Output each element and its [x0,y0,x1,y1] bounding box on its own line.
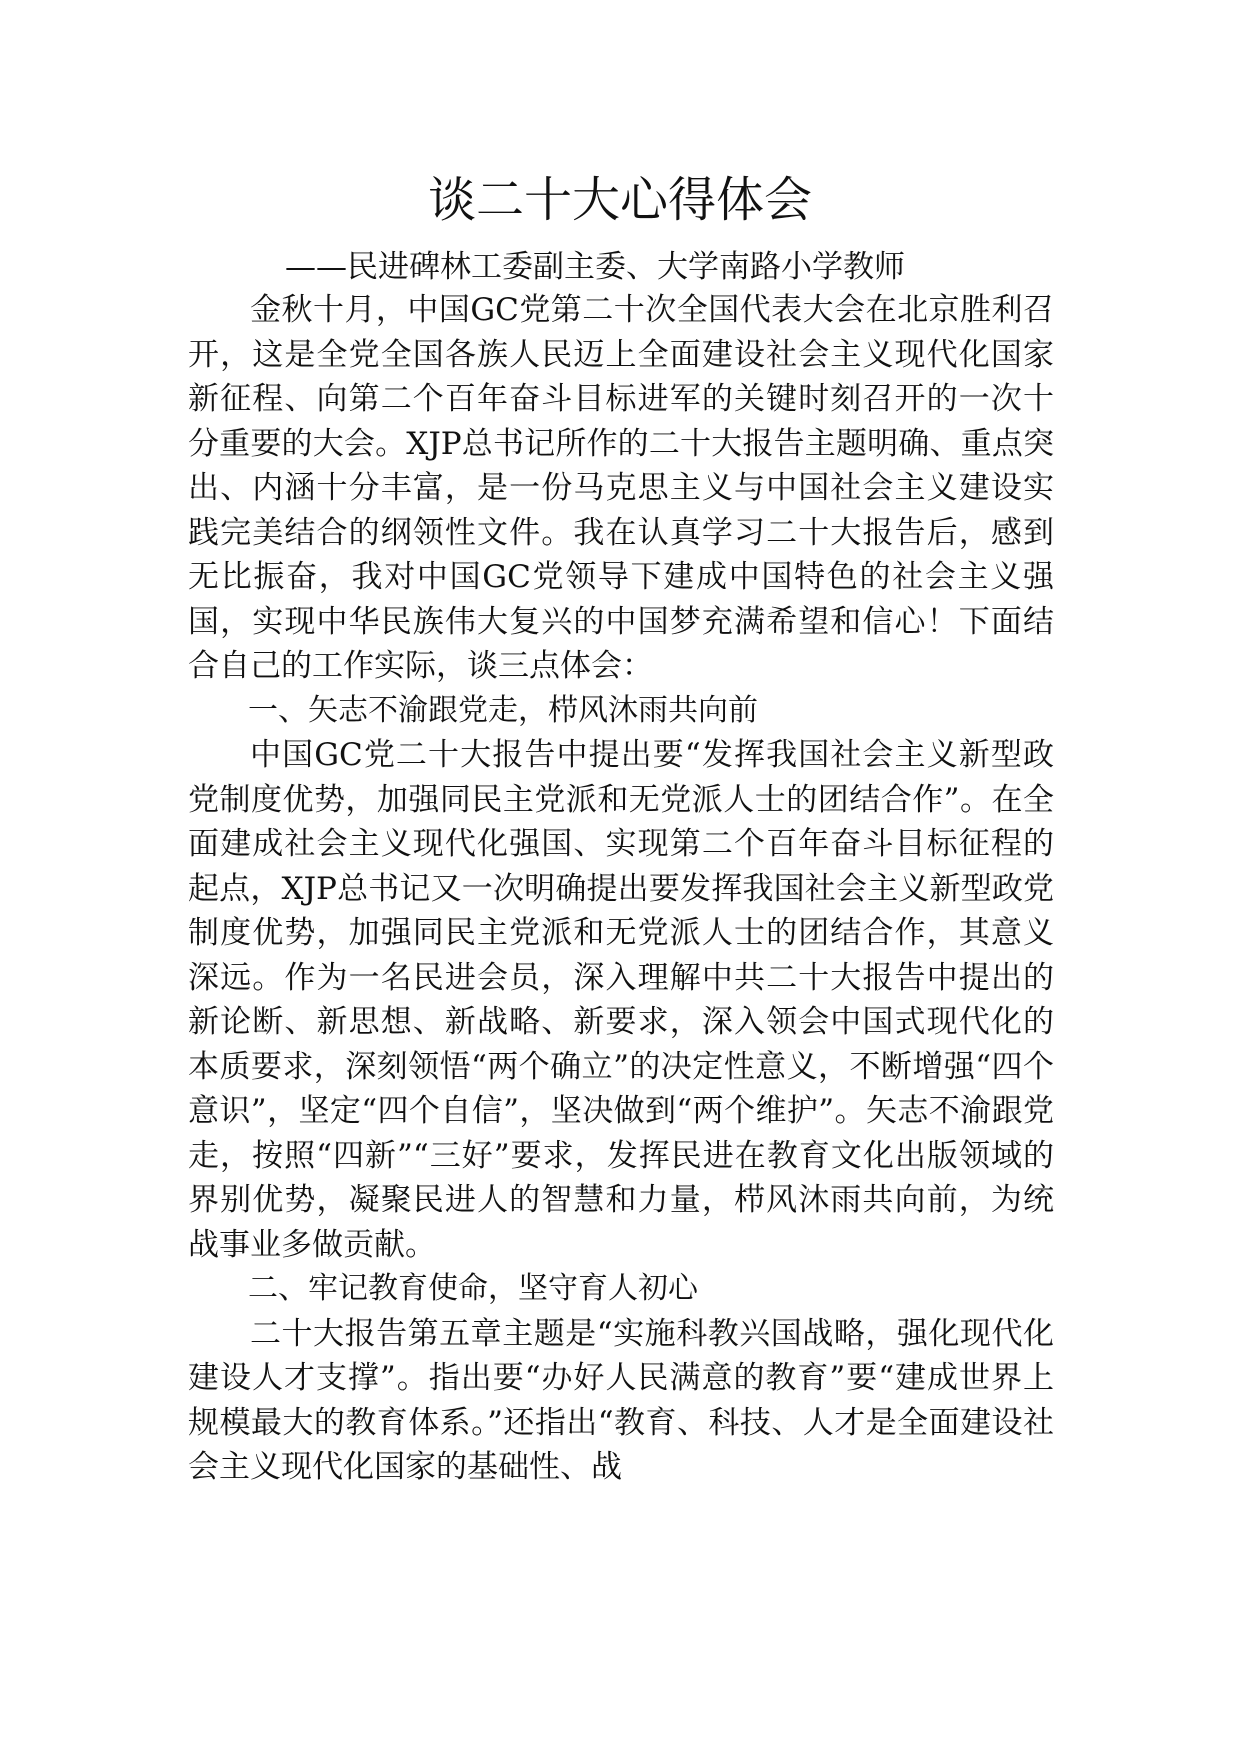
section-heading-2: 二、牢记教育使命，坚守育人初心 [248,1271,698,1306]
paragraph-intro: 金秋十月，中国GC党第二十次全国代表大会在北京胜利召开，这是全党全国各族人民迈上全面建设社会主义现代化国家新征程、向第二个百年奋斗目标进军的关键时刻召开的一次十分重要的大会。XJP总书记所作的二十大报告主题明确、重点突出、内涵十分丰富，是一份马克思主义与中国社会主义建设实践完美结合的纲领性文件。我在认真学习二十大报告后，感到无比振奋，我对中国GC党领导下建成中国特色的社会主义强国，实现中华民族伟大复兴的中国梦充满希望和信心！下面结合自己的工作实际，谈三点体会： [188,292,1054,684]
document-subtitle: ——民进碑林工委副主委、大学南路小学教师 [285,249,905,285]
section-heading-1: 一、矢志不渝跟党走，栉风沐雨共向前 [248,692,758,728]
document-body [188,288,1054,1490]
paragraph-section-1: 中国GC党二十大报告中提出要“发挥我国社会主义新型政党制度优势，加强同民主党派和无党派人士的团结合作”。在全面建成社会主义现代化强国、实现第二个百年奋斗目标征程的起点，XJP总书记又一次明确提出要发挥我国社会主义新型政党制度优势，加强同民主党派和无党派人士的团结合作，其意义深远。作为一名民进会员，深入理解中共二十大报告中提出的新论断、新思想、新战略、新要求，深入领会中国式现代化的本质要求，深刻领悟“两个确立”的决定性意义，不断增强“四个意识”，坚定“四个自信”，坚决做到“两个维护”。矢志不渝跟党走，按照“四新”“三好”要求，发挥民进在教育文化出版领域的界别优势，凝聚民进人的智慧和力量，栉风沐雨共向前，为统战事业多做贡献。 [188,737,1054,1263]
paragraph-section-2: 二十大报告第五章主题是“实施科教兴国战略，强化现代化建设人才支撑”。指出要“办好人民满意的教育”要“建成世界上规模最大的教育体系。”还指出“教育、科技、人才是全面建设社会主义现代化国家的基础性、战 [188,1315,1054,1485]
document-title: 谈二十大心得体会 [427,172,812,228]
